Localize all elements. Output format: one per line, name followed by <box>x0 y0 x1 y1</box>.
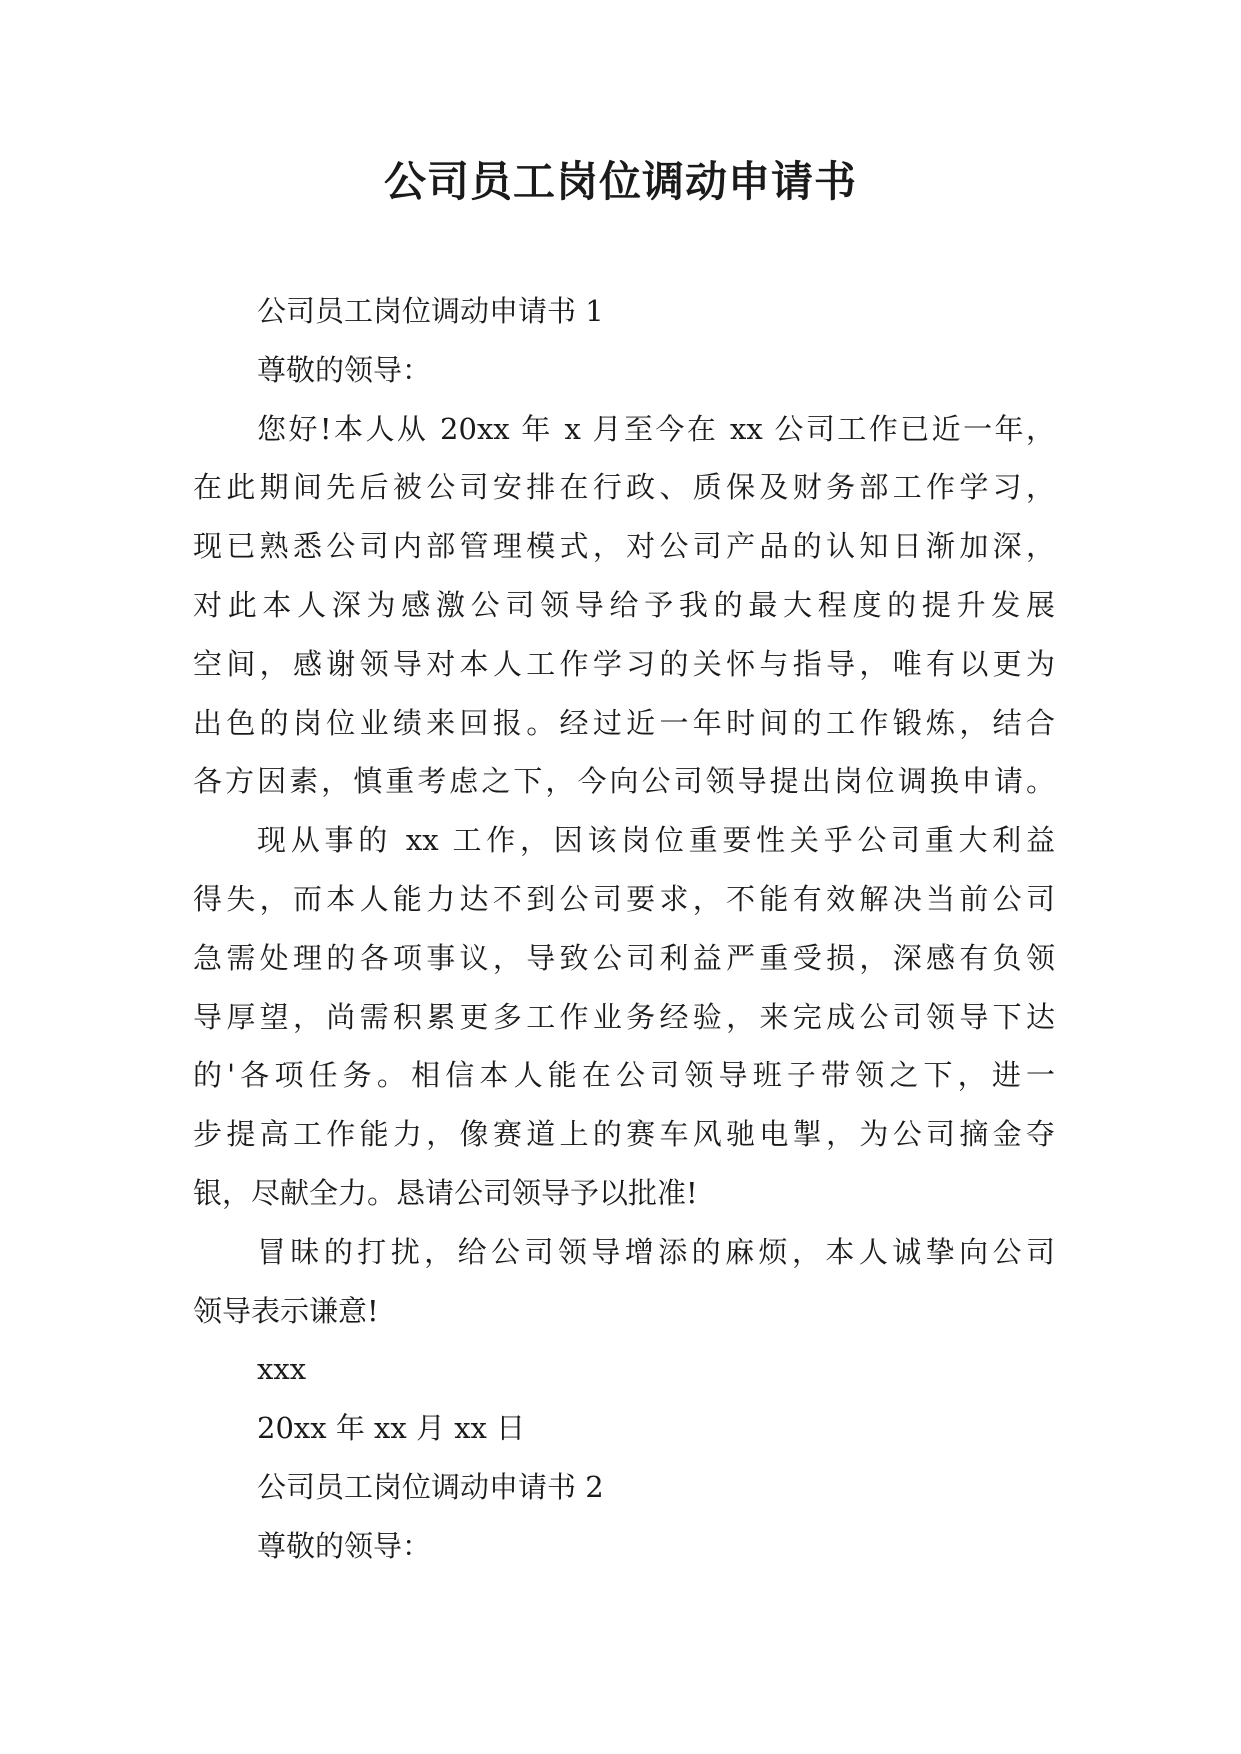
paragraph-line: 导厚望，尚需积累更多工作业务经验，来完成公司领导下达 <box>193 999 1055 1034</box>
letter1-signature: xxx <box>257 1352 307 1387</box>
letter2-heading: 公司员工岗位调动申请书 2 <box>257 1469 604 1504</box>
document-body <box>193 282 1055 1576</box>
paragraph-line: 您好!本人从 20xx 年 x 月至今在 xx 公司工作已近一年， <box>257 411 1055 446</box>
paragraph-line: 出色的岗位业绩来回报。经过近一年时间的工作锻炼，结合 <box>193 705 1055 740</box>
paragraph-line: 领导表示谦意! <box>193 1293 379 1328</box>
paragraph-line: 银，尽献全力。恳请公司领导予以批准! <box>193 1175 698 1210</box>
letter1-date: 20xx 年 xx 月 xx 日 <box>257 1411 526 1446</box>
letter1-salutation: 尊敬的领导： <box>257 352 432 387</box>
paragraph-line: 在此期间先后被公司安排在行政、质保及财务部工作学习， <box>193 470 1055 505</box>
paragraph-line: 得失，而本人能力达不到公司要求，不能有效解决当前公司 <box>193 881 1055 916</box>
paragraph-line: 空间，感谢领导对本人工作学习的关怀与指导，唯有以更为 <box>193 646 1055 681</box>
paragraph-line: 现从事的 xx 工作，因该岗位重要性关乎公司重大利益 <box>257 823 1055 858</box>
paragraph-line: 对此本人深为感激公司领导给予我的最大程度的提升发展 <box>193 587 1055 622</box>
letter2-salutation: 尊敬的领导： <box>257 1528 432 1563</box>
letter1-paragraph-3 <box>193 1223 1055 1341</box>
document-title: 公司员工岗位调动申请书 <box>383 157 857 206</box>
paragraph-line: 各方因素，慎重考虑之下，今向公司领导提出岗位调换申请。 <box>193 764 1055 799</box>
letter1-paragraph-1 <box>193 400 1055 812</box>
paragraph-line: 现已熟悉公司内部管理模式，对公司产品的认知日渐加深， <box>193 529 1055 564</box>
letter1-heading: 公司员工岗位调动申请书 1 <box>257 294 604 328</box>
paragraph-line: 冒昧的打扰，给公司领导增添的麻烦，本人诚挚向公司 <box>257 1234 1055 1269</box>
paragraph-line: 步提高工作能力，像赛道上的赛车风驰电掣，为公司摘金夺 <box>193 1117 1055 1152</box>
letter1-paragraph-2 <box>193 811 1055 1223</box>
paragraph-line: 急需处理的各项事议，导致公司利益严重受损，深感有负领 <box>193 940 1055 975</box>
paragraph-line: 的'各项任务。相信本人能在公司领导班子带领之下，进一 <box>193 1058 1055 1093</box>
